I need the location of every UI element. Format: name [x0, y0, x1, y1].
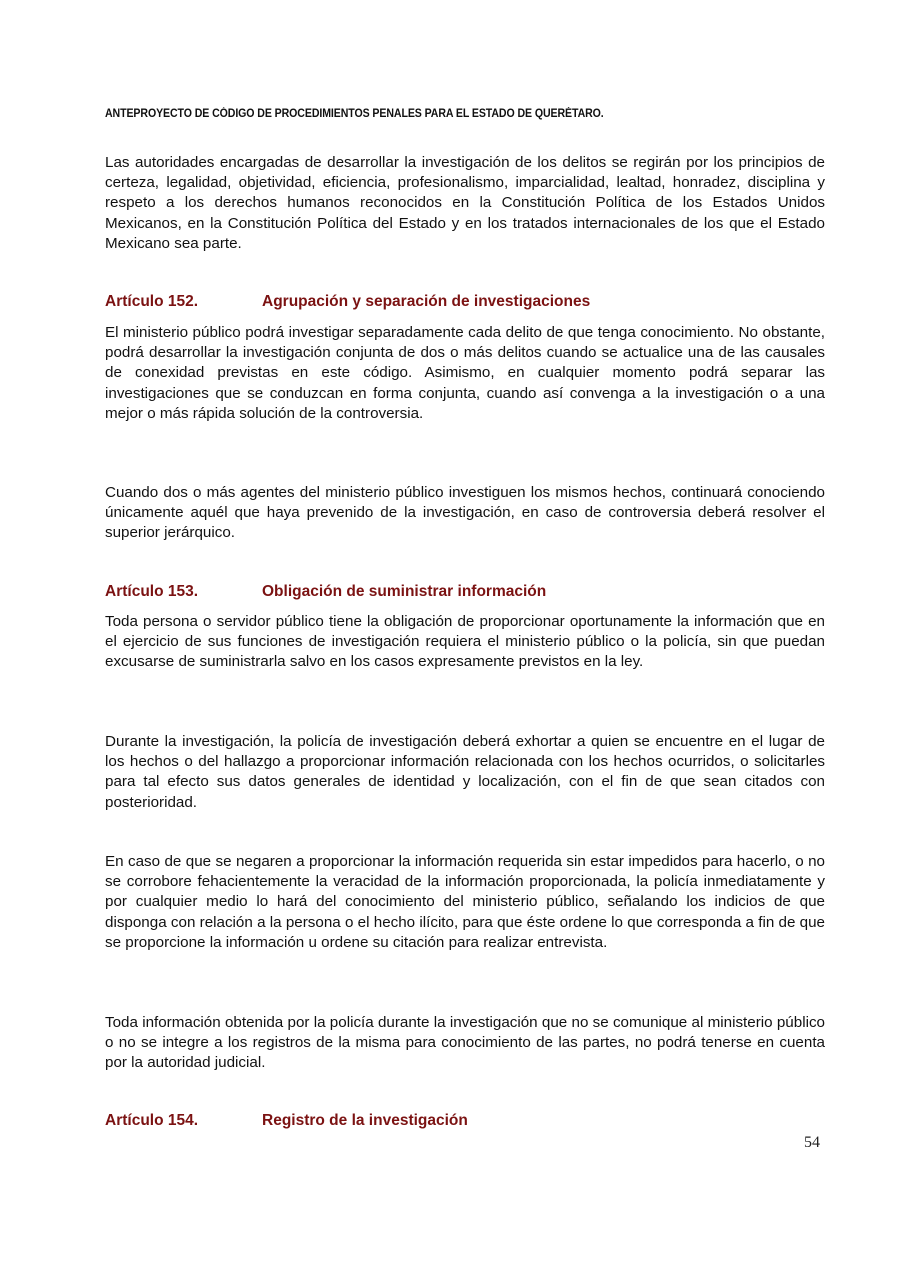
article-152-paragraph-1: El ministerio público podrá investigar separadamente cada delito de que tenga conocimiento. No obstante, podrá desarrollar la investigación conjunta de dos o más delitos cuando se actualice una de las causales de conexidad previstas en este código. Asimismo, en cualquier momento podrá separar las investigaciones que se conduzcan en forma conjunta, cuando así convenga a la investigación o a una mejor o más rápida solución de la controversia. — [105, 324, 825, 422]
article-title: Obligación de suministrar información — [262, 583, 547, 600]
article-152-paragraph-2: Cuando dos o más agentes del ministerio público investiguen los mismos hechos, continuará conociendo únicamente aquél que haya prevenido de la investigación, en caso de controversia deberá resolver el superior jerárquico. — [105, 484, 825, 542]
article-title: Agrupación y separación de investigaciones — [262, 293, 591, 310]
article-153-heading — [105, 583, 825, 601]
article-153-paragraph-4: Toda información obtenida por la policía durante la investigación que no se comunique al ministerio público o no se integre a los registros de la misma para conocimiento de las partes, no podrá tenerse en cuenta por la autoridad judicial. — [105, 1014, 825, 1072]
article-153-paragraph-1: Toda persona o servidor público tiene la obligación de proporcionar oportunamente la información que en el ejercicio de sus funciones de investigación requiera el ministerio público o la policía, sin que puedan excusarse de suministrarla salvo en los casos expresamente previstos en la ley. — [105, 613, 825, 671]
article-154-heading — [105, 1112, 825, 1130]
intro-paragraph: Las autoridades encargadas de desarrollar la investigación de los delitos se regirán por los principios de certeza, legalidad, objetividad, eficiencia, profesionalismo, imparcialidad, lealtad, honradez, disciplina y respeto a los derechos humanos reconocidos en la Constitución Política de los Estados Unidos Mexicanos, en la Constitución Política del Estado y en los tratados internacionales de los que el Estado Mexicano sea parte. — [105, 154, 825, 252]
article-number: Artículo 152. — [105, 293, 199, 310]
article-153-paragraph-2: Durante la investigación, la policía de investigación deberá exhortar a quien se encuentre en el lugar de los hechos o del hallazgo a proporcionar información relacionada con los hechos ocurridos, o solicitarles para tal efecto sus datos generales de identidad y localización, con el fin de que sean citados con posterioridad. — [105, 733, 825, 811]
article-number: Artículo 153. — [105, 583, 199, 600]
article-153-paragraph-3: En caso de que se negaren a proporcionar la información requerida sin estar impedidos para hacerlo, o no se corrobore fehacientemente la veracidad de la información proporcionada, la policía inmediatamente y por cualquier medio lo hará del conocimiento del ministerio público, señalando los indicios de que disponga con relación a la persona o el hecho ilícito, para que éste ordene lo que corresponda a fin de que se proporcione la información u ordene su citación para realizar entrevista. — [105, 853, 825, 951]
article-number: Artículo 154. — [105, 1112, 199, 1129]
article-title: Registro de la investigación — [262, 1112, 468, 1129]
page-number: 54 — [804, 1134, 820, 1151]
document-header: ANTEPROYECTO DE CÓDIGO DE PROCEDIMIENTOS PENALES PARA EL ESTADO DE QUERÉTARO. — [105, 108, 604, 120]
article-152-heading — [105, 293, 825, 311]
